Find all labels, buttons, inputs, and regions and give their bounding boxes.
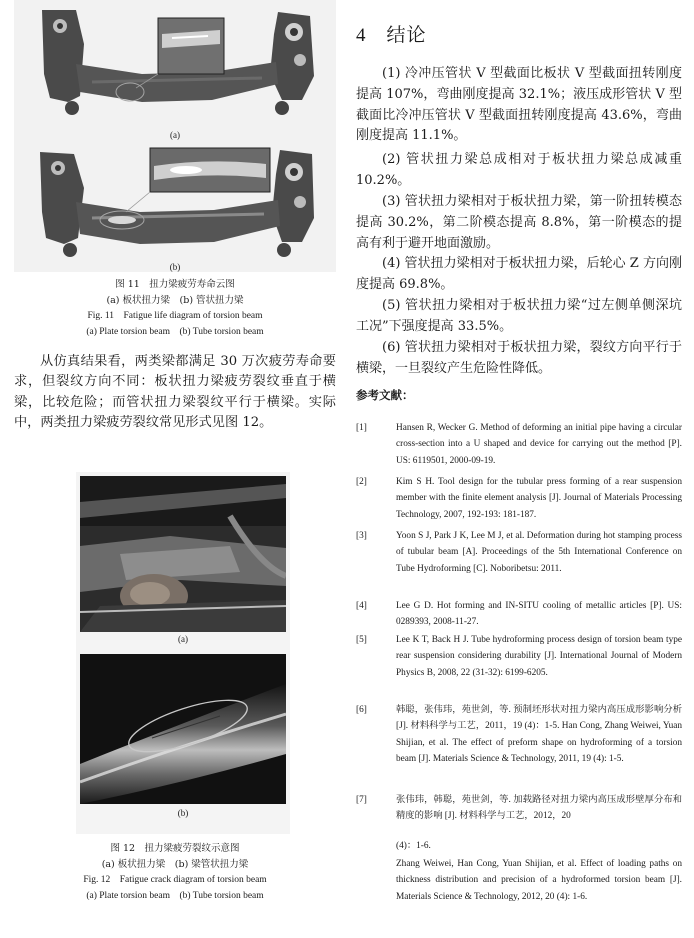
figure-11 <box>14 0 336 272</box>
reference-number: [7] <box>356 795 367 805</box>
figure-12b-photo <box>80 654 286 804</box>
reference-number: [2] <box>356 477 367 487</box>
reference-7-continued: (4)：1-6. <box>396 841 431 851</box>
reference-2 <box>356 474 682 523</box>
reference-text: Kim S H. Tool design for the tubular press forming of a rear suspension member with the finite element analysis [J]. Journal of Materials Processing Technology, 2007, 192-193: 181-187. <box>396 477 682 520</box>
reference-6 <box>356 702 682 767</box>
reference-3 <box>356 528 682 577</box>
figure-12a-photo <box>80 476 286 632</box>
figure-12b-label: (b) <box>177 808 189 818</box>
figure-12 <box>76 472 290 834</box>
figure-12-caption-cn: 图 12 扭力梁疲劳裂纹示意图 <box>110 843 240 854</box>
reference-number: [4] <box>356 601 367 611</box>
reference-text: 张伟玮，韩聪，苑世剑，等. 加载路径对扭力梁内高压成形壁厚分布和精度的影响 [J]. 材料科学与工艺，2012，20 <box>396 795 682 822</box>
figure-12a-label: (a) <box>178 634 188 644</box>
references-heading: 参考文献： <box>356 388 414 402</box>
reference-number: [6] <box>356 705 367 715</box>
figure-11-subcaption-en: (a) Plate torsion beam (b) Tube torsion beam <box>86 327 264 337</box>
figure-11-caption-cn: 图 11 扭力梁疲劳寿命云图 <box>115 279 235 290</box>
reference-1 <box>356 420 682 469</box>
section-title: 4 结论 <box>356 25 427 46</box>
figure-11-subcaption-cn: (a) 板状扭力梁 (b) 管状扭力梁 <box>106 295 244 306</box>
figure-11-caption-en: Fig. 11 Fatigue life diagram of torsion beam <box>87 311 263 321</box>
figure-12-subcaption-en: (a) Plate torsion beam (b) Tube torsion beam <box>86 891 264 901</box>
conclusion-4: (4) 管状扭力梁相对于板状扭力梁，后轮心 Z 方向刚度提高 69.8%。 <box>356 256 682 292</box>
reference-text: Lee G D. Hot forming and IN-SITU cooling of metallic articles [P]. US: 0289393, 2008-11-27. <box>396 601 682 628</box>
reference-5 <box>356 632 682 681</box>
conclusion-5: (5) 管状扭力梁相对于板状扭力梁“过左侧单侧深坑工况”下强度提高 33.5%。 <box>356 298 682 334</box>
figure-11a-label: (a) <box>170 130 180 140</box>
reference-text: Hansen R, Wecker G. Method of deforming an initial pipe having a circular cross-section into a U shaped and device for carrying out the method [P]. US: 6119501, 2000-09-19. <box>396 423 682 466</box>
reference-text: Lee K T, Back H J. Tube hydroforming process design of torsion beam type rear suspension considering durability [J]. International Journal of Modern Physics B, 2008, 22 (31-32): 6199-6205. <box>396 635 682 678</box>
reference-number: [3] <box>356 531 367 541</box>
reference-4 <box>356 598 682 631</box>
conclusion-1: (1) 冷冲压管状 V 型截面比板状 V 型截面扭转刚度提高 107%，弯曲刚度提高 32.1%；液压成形管状 V 型截面比冷冲压管状 V 型截面扭转刚度提高 43.6%，弯曲刚度提高 11.1%。 <box>356 66 682 144</box>
figure-11b-label: (b) <box>169 262 181 272</box>
figure-11a-image <box>32 4 322 124</box>
figure-11b-image <box>30 144 324 262</box>
body-paragraph: 从仿真结果看，两类梁都满足 30 万次疲劳寿命要求，但裂纹方向不同：板状扭力梁疲劳裂纹垂直于横梁，比较危险；而管状扭力梁裂纹平行于横梁。实际中，两类扭力梁疲劳裂纹常见形式见图 12。 <box>14 354 336 430</box>
reference-text: 韩聪，张伟玮，苑世剑，等. 预制坯形状对扭力梁内高压成形影响分析 [J]. 材料科学与工艺，2011，19 (4)：1-5. Han Cong, Zhang Weiwei, Yuan Shijian, et al. The effect of preform shape on hydroforming of a torsion beam [J]. Materials Science & Technology, 2011, 19 (4): 1-5. <box>396 705 682 764</box>
figure-12-caption-en: Fig. 12 Fatigue crack diagram of torsion beam <box>83 875 267 885</box>
figure-12-subcaption-cn: (a) 板状扭力梁 (b) 梁管状扭力梁 <box>101 859 249 870</box>
conclusion-3: (3) 管状扭力梁相对于板状扭力梁，第一阶扭转模态提高 30.2%，第二阶模态提高 8.8%，第一阶模态的提高有利于避开地面激励。 <box>356 194 682 251</box>
conclusion-6: (6) 管状扭力梁相对于板状扭力梁，裂纹方向平行于横梁，一旦裂纹产生危险性降低。 <box>356 340 682 376</box>
conclusion-2: (2) 管状扭力梁总成相对于板状扭力梁总成减重 10.2%。 <box>356 152 682 188</box>
reference-number: [5] <box>356 635 367 645</box>
reference-text: Yoon S J, Park J K, Lee M J, et al. Deformation during hot stamping process of tubular beam [A]. Proceedings of the 5th International Conference on Tube Hydroforming [C]. Noboribetsu: 2011. <box>396 531 682 574</box>
reference-number: [1] <box>356 423 367 433</box>
reference-7 <box>356 792 682 825</box>
reference-7-english: Zhang Weiwei, Han Cong, Yuan Shijian, et al. Effect of loading paths on thickness distribution and precision of a hydroformed torsion beam [J]. Materials Science & Technology, 2012, 20 (4): 1-6. <box>396 859 682 902</box>
